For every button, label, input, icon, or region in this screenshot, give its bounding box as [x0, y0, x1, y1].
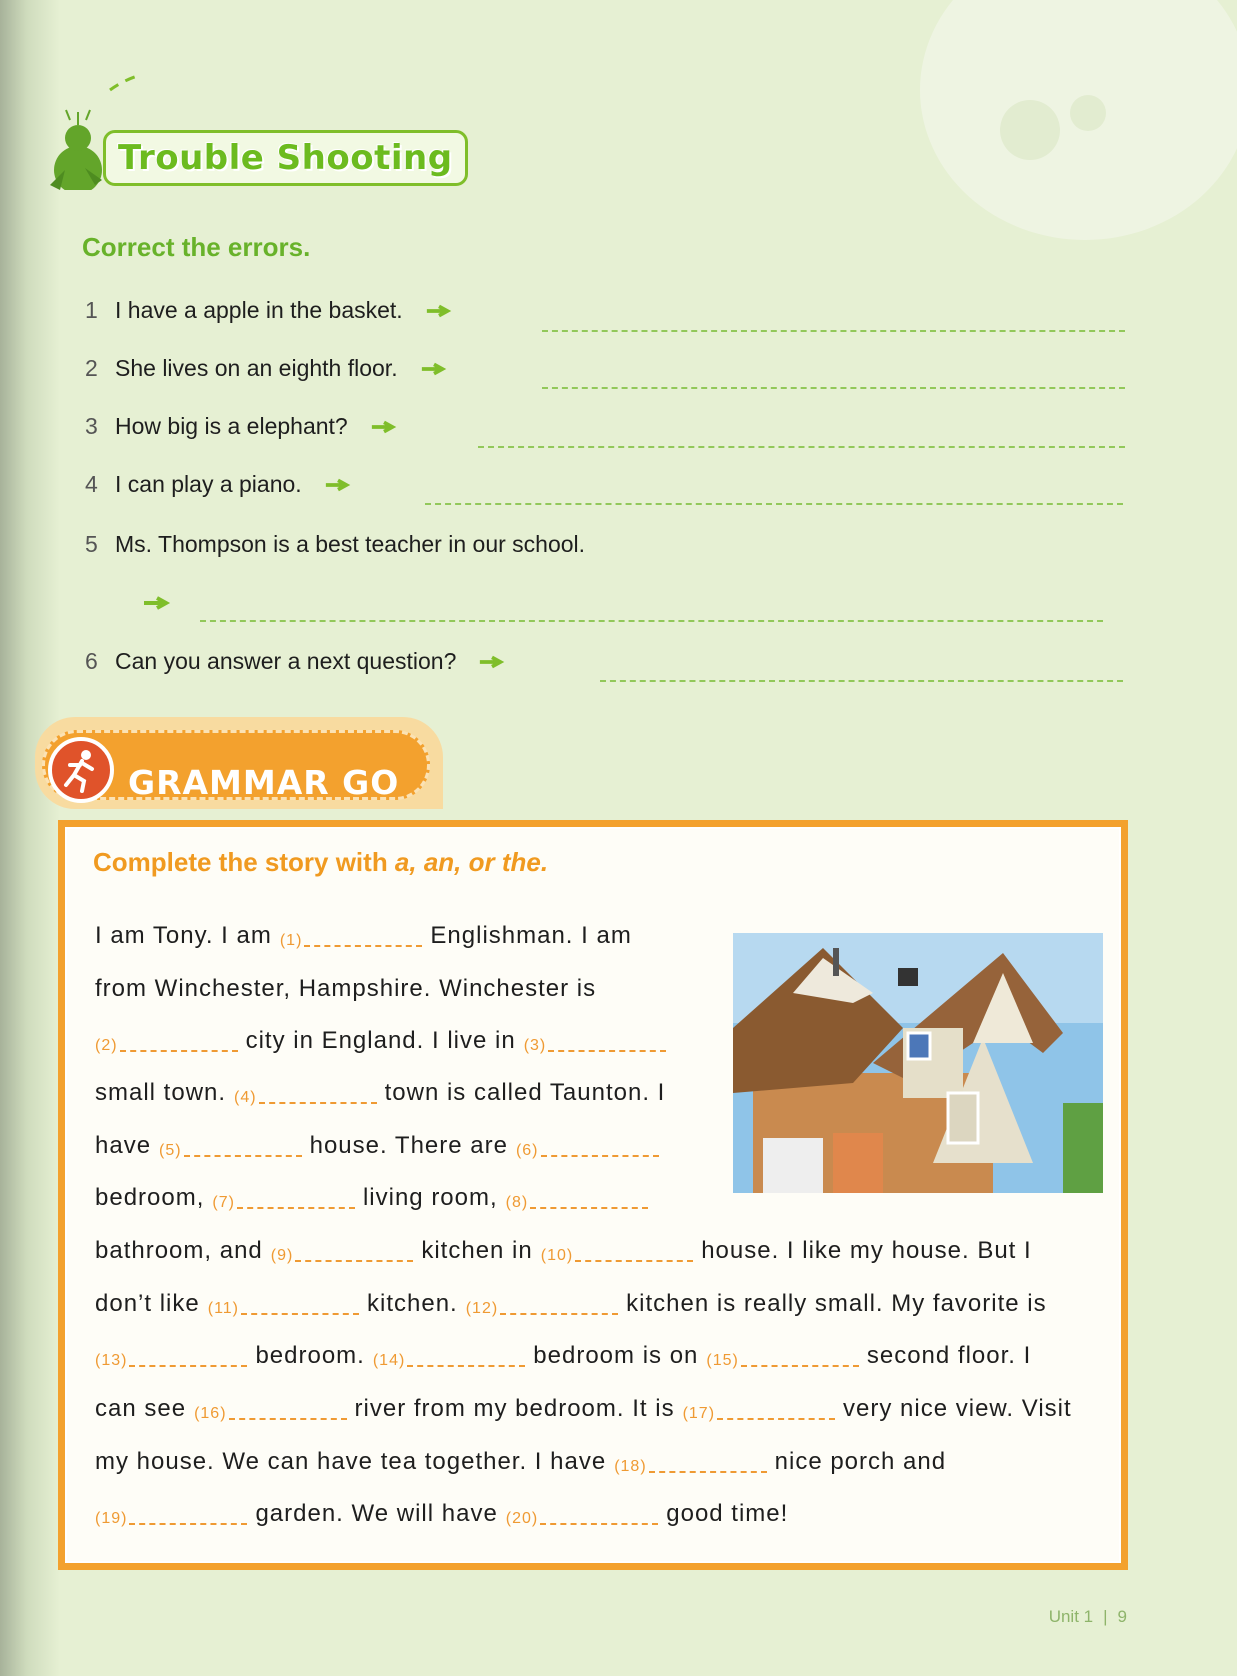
grammar-go-instruction — [93, 847, 548, 878]
decorative-bubble — [1000, 100, 1060, 160]
story-text: my house. We can have tea together. I have — [95, 1448, 607, 1475]
answer-line[interactable] — [478, 446, 1125, 448]
story-text: river from my bedroom. It is — [354, 1395, 675, 1422]
story-text: have — [95, 1132, 152, 1159]
answer-line[interactable] — [542, 330, 1125, 332]
blank[interactable] — [524, 1037, 667, 1055]
blank[interactable] — [95, 1352, 247, 1370]
grammar-go-title: GRAMMAR GO — [128, 763, 400, 802]
story-text: house. There are — [309, 1132, 508, 1159]
blank-number: (7) — [212, 1194, 235, 1211]
story-line — [95, 963, 596, 1003]
arrow-right-icon — [324, 477, 352, 493]
arrow-right-icon — [478, 654, 506, 670]
story-text: from Winchester, Hampshire. Winchester is — [95, 975, 597, 1002]
trouble-shooting-instruction: Correct the errors. — [82, 232, 311, 262]
instruction-text: Complete the story with — [93, 847, 395, 877]
blank-number: (17) — [682, 1405, 716, 1422]
story-text: living room, — [362, 1184, 498, 1211]
story-line — [95, 1436, 946, 1476]
blank-number: (11) — [207, 1300, 239, 1317]
blank-number: (8) — [505, 1194, 529, 1211]
blank[interactable] — [614, 1458, 766, 1476]
exercise-item — [85, 648, 506, 675]
story-text: city in England. I live in — [245, 1027, 516, 1054]
story-line — [95, 1172, 656, 1212]
blank-number: (1) — [279, 932, 303, 949]
exercise-item — [85, 413, 398, 440]
item-sentence: Can you answer a next question? — [115, 648, 457, 674]
story-text: second floor. I — [866, 1342, 1032, 1369]
story-line — [95, 1015, 674, 1055]
blank-number: (12) — [465, 1300, 499, 1317]
item-number: 2 — [85, 355, 98, 381]
exercise-item — [85, 355, 448, 382]
item-number: 5 — [85, 531, 98, 557]
page-number: 9 — [1117, 1607, 1127, 1626]
blank[interactable] — [683, 1405, 835, 1423]
story-line — [95, 1488, 788, 1528]
answer-line[interactable] — [425, 503, 1123, 505]
blank[interactable] — [212, 1194, 355, 1212]
decorative-bubble — [1070, 95, 1106, 131]
story-text: very nice view. Visit — [843, 1395, 1072, 1422]
story-text: bedroom, — [95, 1184, 205, 1211]
story-text: house. I like my house. But I — [701, 1237, 1032, 1264]
story-text: I am Tony. I am — [95, 922, 272, 949]
blank-number: (14) — [372, 1352, 406, 1369]
blank[interactable] — [373, 1352, 525, 1370]
blank-number: (20) — [505, 1510, 539, 1527]
exercise-item — [85, 531, 585, 558]
item-number: 3 — [85, 413, 98, 439]
answer-line[interactable] — [200, 620, 1103, 622]
story-text: bathroom, and — [95, 1237, 263, 1264]
item-number: 4 — [85, 471, 98, 497]
story-text: kitchen in — [421, 1237, 533, 1264]
story-text: good time! — [666, 1500, 789, 1527]
unit-label: Unit 1 — [1048, 1607, 1094, 1626]
story-text: Englishman. I am — [430, 922, 632, 949]
blank-number: (15) — [706, 1352, 739, 1369]
story-text: town is called Taunton. I — [384, 1079, 666, 1106]
page-gutter-shade — [0, 0, 60, 1676]
arrow-right-icon — [370, 419, 398, 435]
story-line — [95, 1225, 1032, 1265]
story-line — [95, 1278, 1047, 1318]
item-sentence: I can play a piano. — [115, 471, 302, 497]
blank-number: (16) — [194, 1405, 227, 1422]
instruction-options: a, an, or the. — [394, 847, 549, 877]
running-figure-icon — [48, 737, 114, 803]
arrow-right-icon — [142, 595, 172, 611]
story-text: bedroom. — [255, 1342, 365, 1369]
item-sentence: How big is a elephant? — [115, 413, 348, 439]
story-text: kitchen. — [367, 1290, 458, 1317]
arrow-right-icon — [425, 303, 453, 319]
blank[interactable] — [280, 932, 423, 950]
house-photo — [733, 933, 1103, 1193]
blank[interactable] — [159, 1142, 302, 1160]
blank[interactable] — [95, 1037, 238, 1055]
story-text: garden. We will have — [255, 1500, 498, 1527]
blank-number: (19) — [95, 1510, 128, 1527]
item-sentence: Ms. Thompson is a best teacher in our school. — [115, 531, 586, 557]
item-sentence: She lives on an eighth floor. — [115, 355, 398, 381]
story-line — [95, 910, 632, 950]
blank[interactable] — [506, 1510, 658, 1528]
blank[interactable] — [208, 1300, 359, 1318]
blank-number: (3) — [523, 1037, 547, 1054]
story-text: don’t like — [95, 1290, 200, 1317]
item-sentence: I have a apple in the basket. — [115, 297, 403, 323]
item-number: 1 — [85, 297, 98, 323]
blank-number: (4) — [234, 1089, 257, 1106]
blank[interactable] — [194, 1405, 346, 1423]
exercise-item — [85, 297, 453, 324]
blank[interactable] — [466, 1300, 618, 1318]
story-line — [95, 1383, 1072, 1423]
trouble-shooting-title: Trouble Shooting — [103, 130, 468, 186]
blank-number: (18) — [614, 1458, 647, 1475]
blank[interactable] — [95, 1510, 247, 1528]
story-text: small town. — [95, 1079, 227, 1106]
story-line — [95, 1120, 667, 1160]
blank[interactable] — [516, 1142, 659, 1160]
page-footer: Unit 1 | 9 — [1048, 1607, 1127, 1626]
blank[interactable] — [541, 1247, 693, 1265]
story-text: kitchen is really small. My favorite is — [626, 1290, 1047, 1317]
blank-number: (2) — [95, 1037, 118, 1054]
story-line — [95, 1330, 1031, 1370]
exercise-item — [85, 471, 352, 498]
item-number: 6 — [85, 648, 98, 674]
blank[interactable] — [234, 1089, 377, 1107]
answer-line[interactable] — [600, 680, 1123, 682]
blank[interactable] — [706, 1352, 858, 1370]
story-text: nice porch and — [774, 1448, 947, 1475]
blank-number: (6) — [515, 1142, 539, 1159]
blank-number: (13) — [95, 1352, 128, 1369]
blank[interactable] — [506, 1194, 649, 1212]
blank-number: (9) — [270, 1247, 294, 1264]
story-line — [95, 1067, 665, 1107]
story-text: can see — [95, 1395, 187, 1422]
story-text: bedroom is on — [533, 1342, 699, 1369]
blank-number: (5) — [159, 1142, 182, 1159]
arrow-right-icon — [420, 361, 448, 377]
blank-number: (10) — [540, 1247, 574, 1264]
answer-line[interactable] — [542, 387, 1125, 389]
blank[interactable] — [271, 1247, 414, 1265]
